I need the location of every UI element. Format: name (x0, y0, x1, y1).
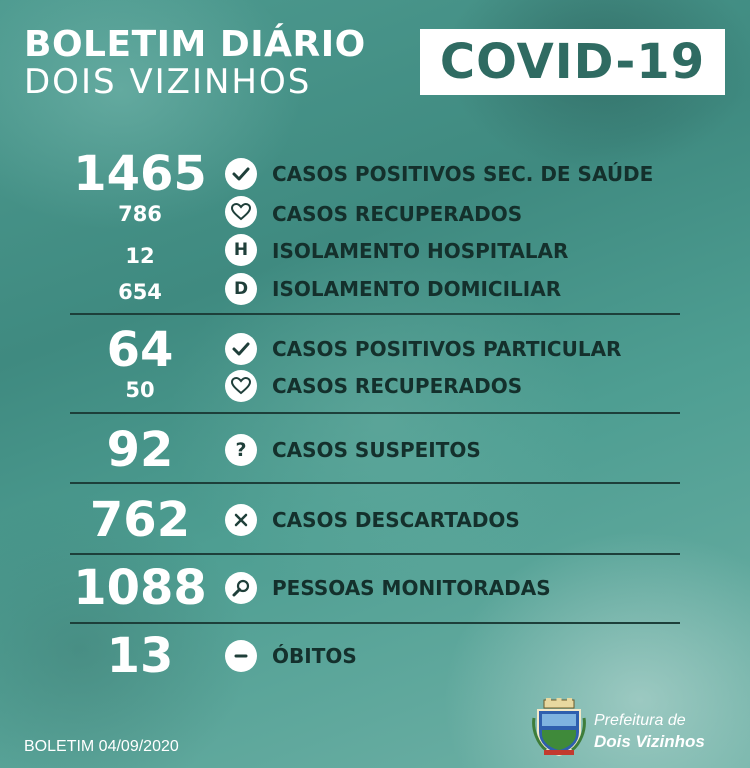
prefeitura-line2: Dois Vizinhos (594, 732, 705, 751)
stat-value: 1088 (73, 560, 207, 616)
title-line2: DOIS VIZINHOS (24, 62, 312, 102)
stat-value: 64 (106, 322, 174, 378)
stat-label: CASOS RECUPERADOS (272, 202, 523, 226)
section-divider (70, 622, 680, 624)
stat-label: CASOS POSITIVOS PARTICULAR (272, 337, 622, 361)
city-crest-icon (532, 698, 586, 756)
stat-value: 1465 (73, 146, 207, 202)
section-divider (70, 412, 680, 414)
stat-row-descartados (0, 492, 750, 548)
section-divider (70, 482, 680, 484)
magnifier-icon (225, 572, 257, 604)
check-icon (225, 158, 257, 190)
stat-row-positivos-particular (0, 322, 750, 376)
stat-row-recuperados-particular (0, 370, 750, 410)
stat-value: 762 (89, 492, 191, 548)
stat-value: 786 (118, 202, 162, 226)
stat-row-recuperados-sec (0, 196, 750, 236)
stat-value: 654 (118, 280, 162, 304)
hospital-h-icon: H (225, 234, 257, 266)
stat-row-obitos (0, 628, 750, 684)
x-icon (225, 504, 257, 536)
stat-label: CASOS RECUPERADOS (272, 374, 523, 398)
question-icon: ? (225, 434, 257, 466)
stat-label: PESSOAS MONITORADAS (272, 576, 551, 600)
minus-icon (225, 640, 257, 672)
stat-value: 92 (106, 422, 174, 478)
stat-row-isolamento-hospitalar (0, 234, 750, 274)
stat-row-isolamento-domiciliar (0, 273, 750, 313)
section-divider (70, 313, 680, 315)
stat-label: CASOS SUSPEITOS (272, 438, 481, 462)
check-icon (225, 333, 257, 365)
stat-row-positivos-sec (0, 146, 750, 202)
covid-badge (420, 29, 725, 95)
heart-icon (225, 370, 257, 402)
stat-row-monitoradas (0, 560, 750, 616)
covid-badge-text: COVID-19 (439, 34, 706, 90)
stat-value: 13 (106, 628, 174, 684)
bulletin-date: BOLETIM 04/09/2020 (24, 738, 179, 755)
prefeitura-line1: Prefeitura de (594, 712, 686, 729)
home-d-icon: D (225, 273, 257, 305)
heart-icon (225, 196, 257, 228)
stat-label: ISOLAMENTO DOMICILIAR (272, 277, 562, 301)
stat-label: CASOS POSITIVOS SEC. DE SAÚDE (272, 162, 654, 186)
stat-label: ÓBITOS (272, 644, 357, 668)
section-divider (70, 553, 680, 555)
stat-row-suspeitos (0, 422, 750, 478)
stat-value: 12 (125, 244, 155, 268)
stat-value: 50 (125, 378, 155, 402)
stat-label: CASOS DESCARTADOS (272, 508, 520, 532)
title-line1: BOLETIM DIÁRIO (24, 24, 366, 65)
stat-label: ISOLAMENTO HOSPITALAR (272, 239, 569, 263)
